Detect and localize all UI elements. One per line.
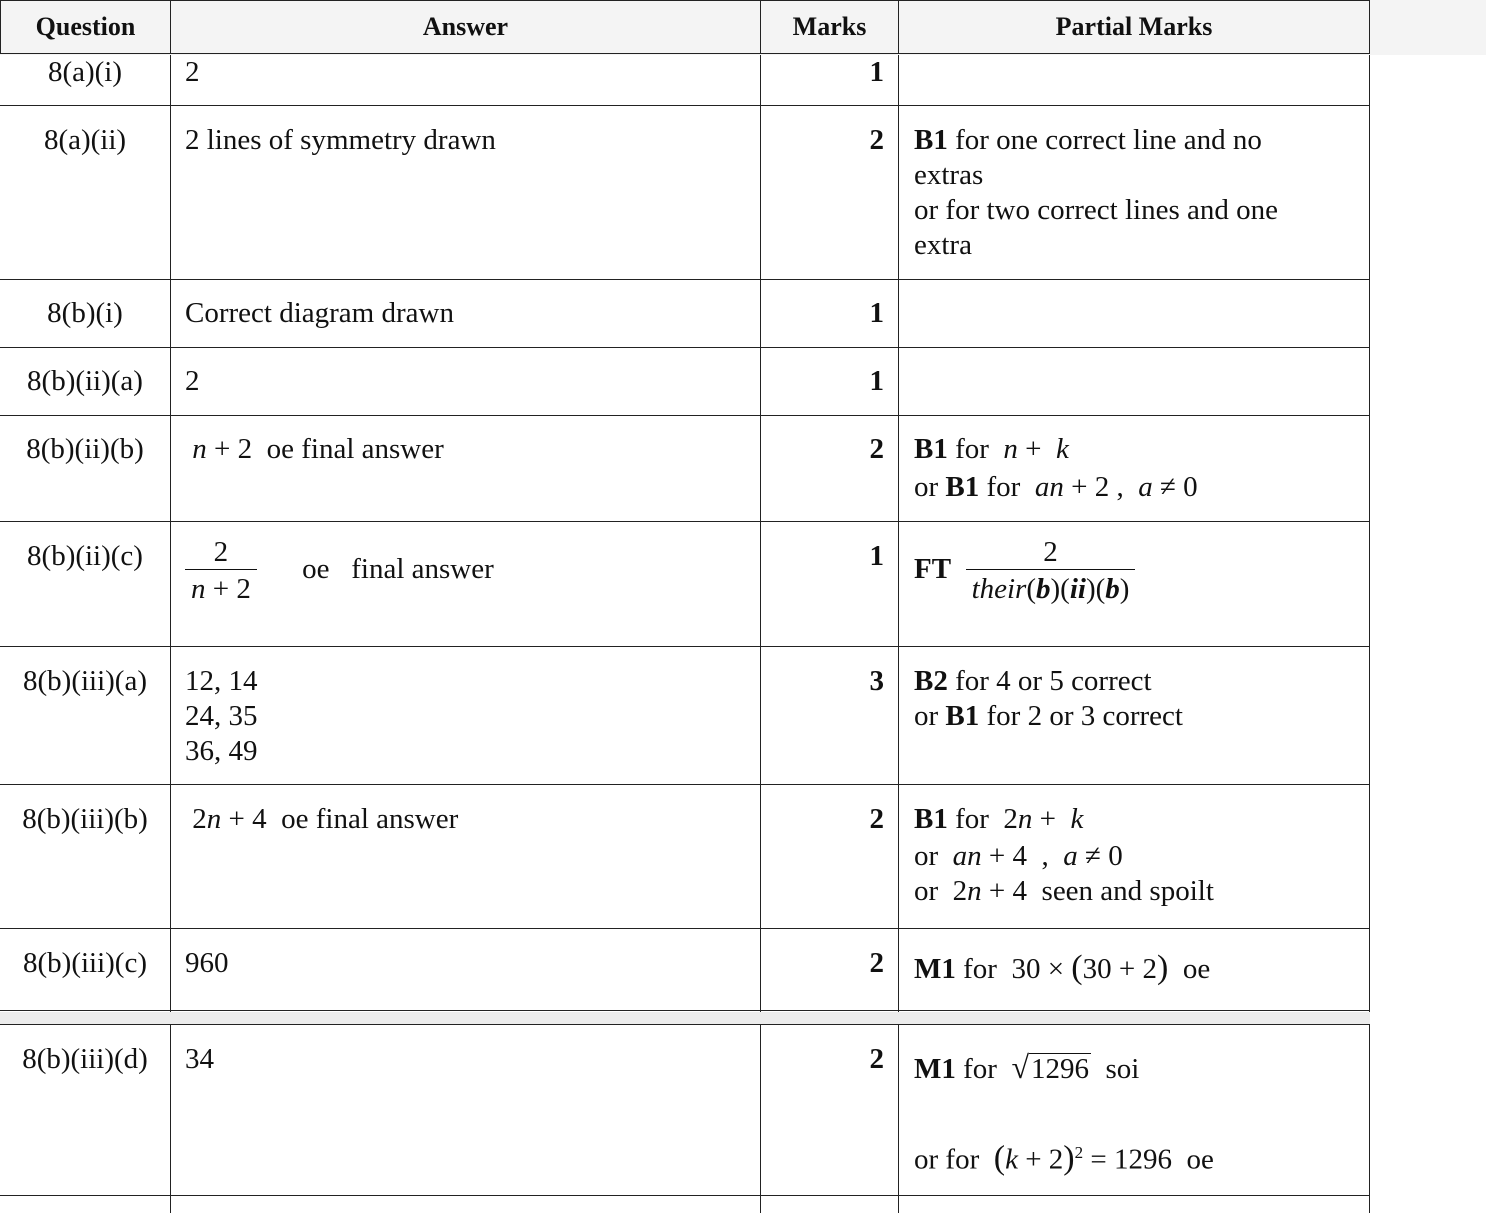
row-divider: [0, 928, 1370, 929]
answer-line: 24, 35: [185, 700, 258, 732]
header-answer: Answer: [170, 0, 761, 54]
answer-fraction: $\frac{2}{n + 2}$: [185, 535, 257, 608]
answer-cell: 2n + 4 oe final answer: [185, 803, 459, 835]
marks-cell: 1: [869, 56, 884, 88]
question-cell: 8(b)(iii)(a): [23, 665, 147, 697]
question-cell: 8(b)(ii)(b): [26, 433, 144, 465]
partial-line: extra: [914, 229, 972, 261]
partial-line: or B1 for 2 or 3 correct: [914, 700, 1183, 732]
row-divider: [0, 279, 1370, 280]
answer-cell: 2: [185, 365, 200, 397]
answer-cell: Correct diagram drawn: [185, 297, 454, 329]
header-partial-marks: Partial Marks: [898, 0, 1370, 54]
partial-marks-cell: [914, 664, 1359, 734]
partial-line: B1 for 2n + k: [914, 803, 1084, 835]
column-divider: [898, 55, 899, 1213]
question-cell: 8(b)(iii)(d): [22, 1043, 148, 1075]
partial-marks-cell: FT $\frac{2}{\text{their(b)(ii)(b)}}$: [914, 535, 1359, 608]
row-divider: [0, 415, 1370, 416]
marks-cell: 2: [869, 433, 884, 465]
marks-cell: 2: [869, 947, 884, 979]
partial-line: extras: [914, 159, 984, 191]
partial-line: or for two correct lines and one: [914, 194, 1278, 226]
row-divider: [0, 646, 1370, 647]
column-divider: [170, 55, 171, 1213]
question-cell: 8(a)(i): [47, 56, 123, 88]
partial-marks-cell: [914, 802, 1359, 909]
marks-cell: 3: [869, 665, 884, 697]
marks-cell: 1: [869, 365, 884, 397]
partial-line: B2 for 4 or 5 correct: [914, 665, 1152, 697]
row-divider: [0, 1024, 1370, 1025]
partial-line: or B1 for an + 2 , a ≠ 0: [914, 471, 1198, 503]
question-cell: 8(b)(ii)(a): [27, 365, 143, 397]
marks-cell: 1: [869, 540, 884, 572]
ft-fraction: $\frac{2}{\text{their(b)(ii)(b)}}$: [966, 535, 1136, 608]
partial-marks-cell: [914, 432, 1359, 505]
page-break-gap: [0, 1012, 1370, 1024]
partial-line: or for $(k + 2)^2 = 1296$ oe: [914, 1139, 1214, 1177]
row-divider: [0, 784, 1370, 785]
answer-cell: 34: [185, 1043, 214, 1075]
column-divider: [1369, 55, 1370, 1213]
partial-marks-cell: [914, 123, 1359, 263]
row-divider: [0, 1195, 1370, 1196]
partial-line: B1 for n + k: [914, 433, 1069, 465]
answer-line: 12, 14: [185, 665, 258, 697]
marks-cell: 2: [869, 124, 884, 156]
question-cell: 8(a)(ii): [43, 124, 127, 156]
row-divider: [0, 521, 1370, 522]
answer-cell: 960: [185, 947, 229, 979]
answer-cell: n + 2 oe final answer: [192, 433, 444, 465]
answer-cell: 2 lines of symmetry drawn: [185, 124, 496, 156]
answer-cell: $\frac{2}{n + 2}$ oe final answer: [185, 535, 745, 608]
partial-line: M1 for √1296 soi: [914, 1049, 1140, 1085]
row-divider: [0, 105, 1370, 106]
partial-marks-cell: M1 for 30 × (30 + 2) oe: [914, 949, 1211, 986]
answer-cell: [185, 664, 745, 769]
header-question: Question: [0, 0, 171, 54]
question-cell: 8(b)(iii)(c): [23, 947, 147, 979]
partial-line: B1 for one correct line and no: [914, 124, 1262, 156]
question-cell: 8(b)(iii)(b): [22, 803, 148, 835]
column-divider: [760, 55, 761, 1213]
answer-line: 36, 49: [185, 735, 258, 767]
partial-line: or an + 4 , a ≠ 0: [914, 840, 1123, 872]
row-divider: [0, 1010, 1370, 1011]
partial-marks-cell: [914, 1042, 1359, 1178]
question-cell: 8(b)(ii)(c): [27, 540, 143, 572]
marks-cell: 1: [869, 297, 884, 329]
header-marks: Marks: [760, 0, 899, 54]
marks-cell: 2: [869, 1043, 884, 1075]
question-cell: 8(b)(i): [47, 297, 123, 329]
row-divider: [0, 347, 1370, 348]
answer-cell: 2: [185, 56, 200, 88]
marks-cell: 2: [869, 803, 884, 835]
partial-line: or 2n + 4 seen and spoilt: [914, 875, 1214, 907]
